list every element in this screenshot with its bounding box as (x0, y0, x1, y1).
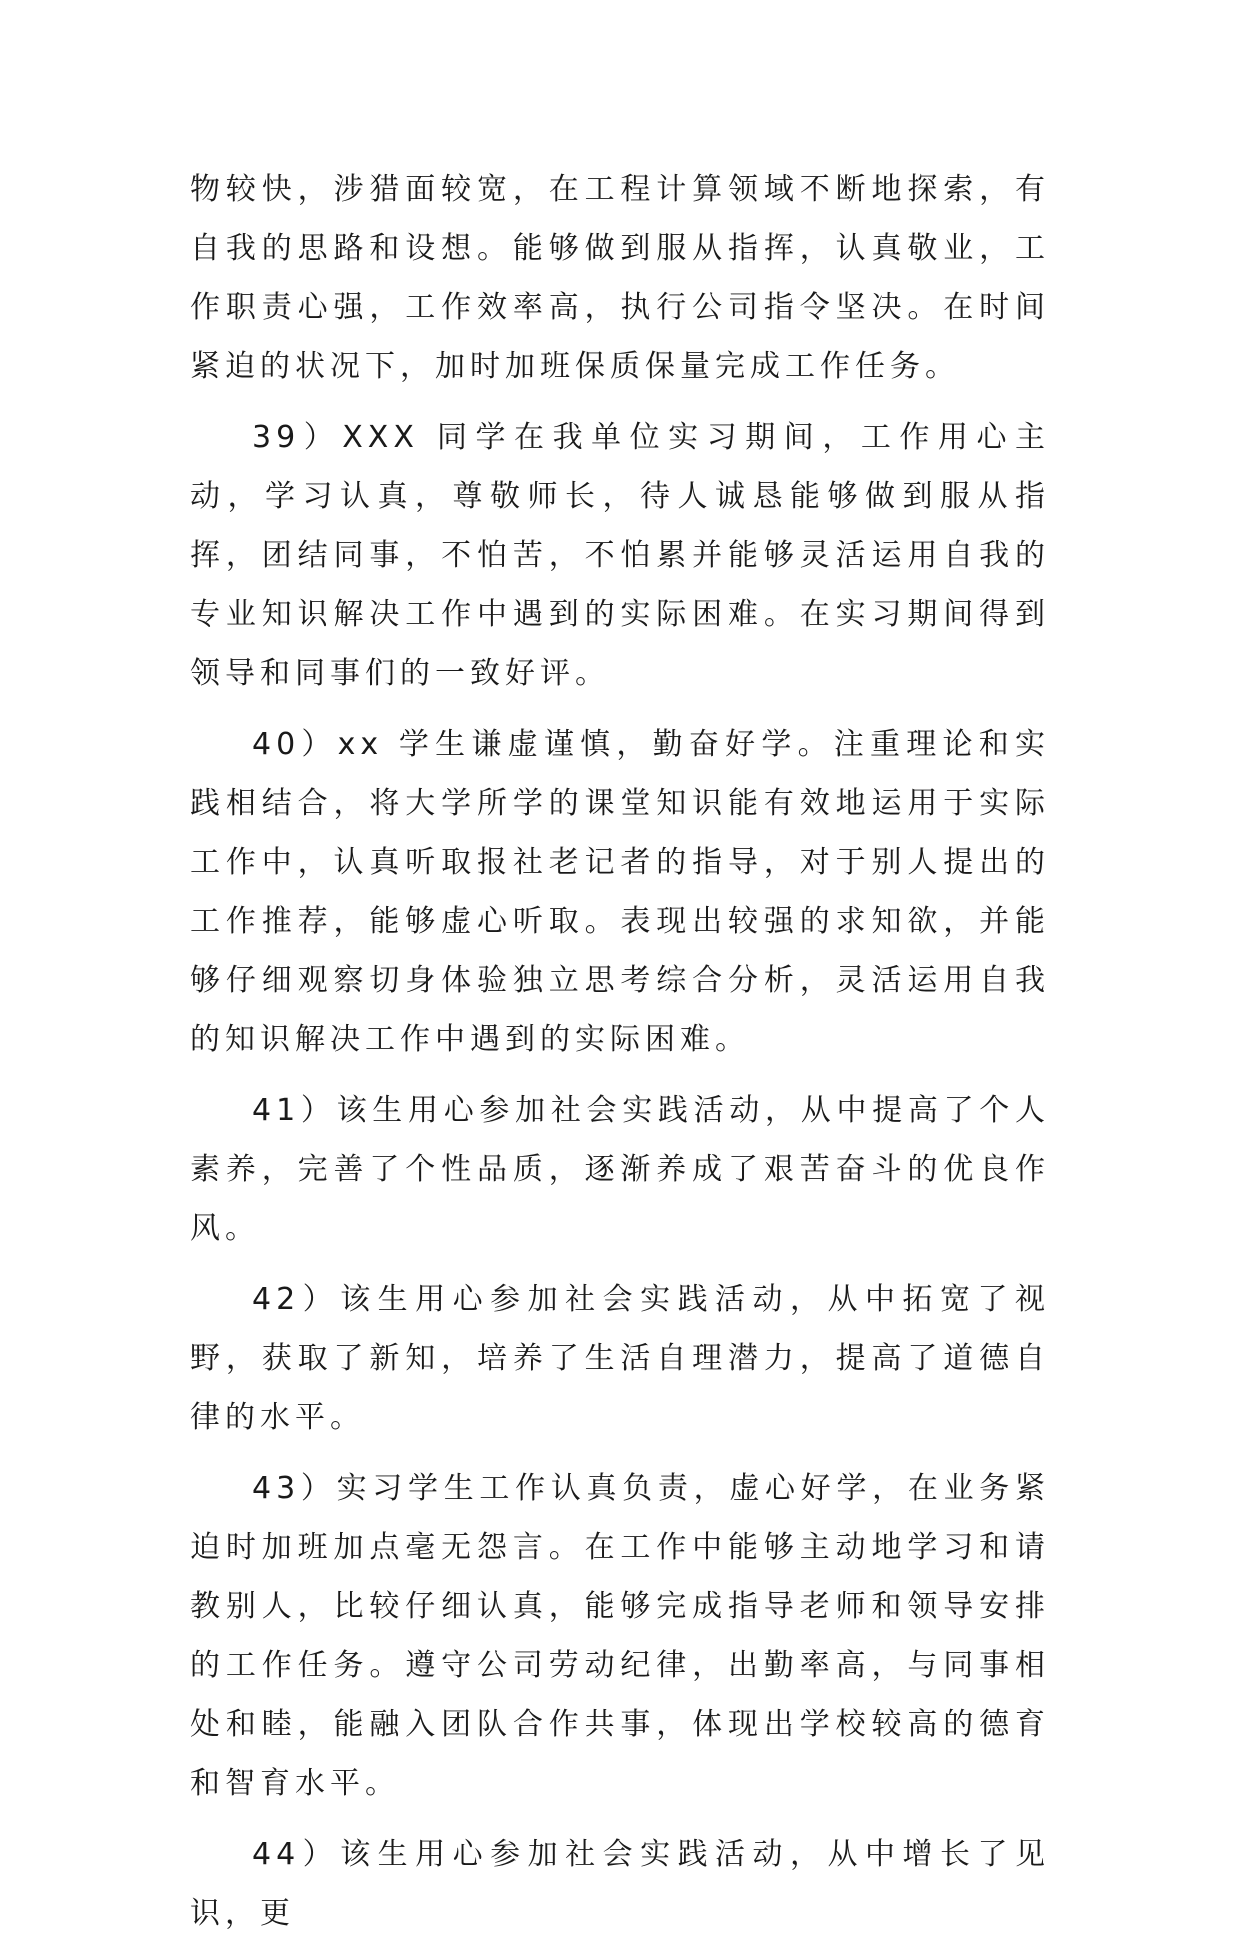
paragraph-43: 43）实习学生工作认真负责，虚心好学，在业务紧迫时加班加点毫无怨言。在工作中能够主动地学习和请教别人，比较仔细认真，能够完成指导老师和领导安排的工作任务。遵守公司劳动纪律，出勤率高，与同事相处和睦，能融入团队合作共事，体现出学校较高的德育和智育水平。 (190, 1471, 1050, 1801)
document-body (190, 160, 1050, 1955)
paragraph-42: 42）该生用心参加社会实践活动，从中拓宽了视野，获取了新知，培养了生活自理潜力，提高了道德自律的水平。 (190, 1282, 1050, 1435)
paragraph-continued: 物较快，涉猎面较宽，在工程计算领域不断地探索，有自我的思路和设想。能够做到服从指挥，认真敬业，工作职责心强，工作效率高，执行公司指令坚决。在时间紧迫的状况下，加时加班保质保量完成工作任务。 (190, 172, 1050, 384)
paragraph-40: 40）xx 学生谦虚谨慎，勤奋好学。注重理论和实践相结合，将大学所学的课堂知识能有效地运用于实际工作中，认真听取报社老记者的指导，对于别人提出的工作推荐，能够虚心听取。表现出较强的求知欲，并能够仔细观察切身体验独立思考综合分析，灵活运用自我的知识解决工作中遇到的实际困难。 (190, 727, 1050, 1057)
paragraph-39: 39）XXX 同学在我单位实习期间，工作用心主动，学习认真，尊敬师长，待人诚恳能够做到服从指挥，团结同事，不怕苦，不怕累并能够灵活运用自我的专业知识解决工作中遇到的实际困难。在实习期间得到领导和同事们的一致好评。 (190, 420, 1050, 691)
paragraph-41: 41）该生用心参加社会实践活动，从中提高了个人素养，完善了个性品质，逐渐养成了艰苦奋斗的优良作风。 (190, 1093, 1050, 1246)
paragraph-44: 44）该生用心参加社会实践活动，从中增长了见识，更 (190, 1837, 1050, 1931)
